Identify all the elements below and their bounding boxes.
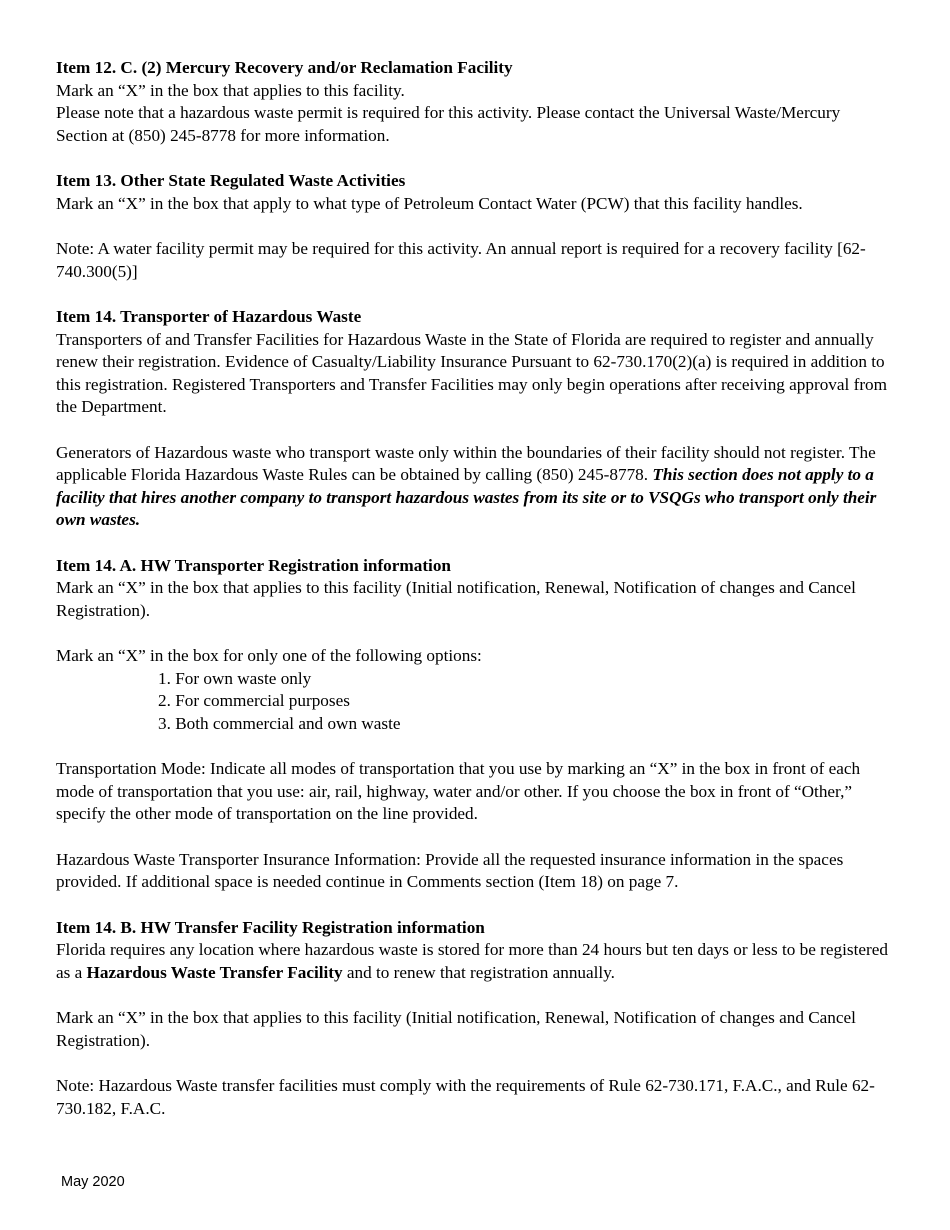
item-13-instruction: Mark an “X” in the box that apply to what type of Petroleum Contact Water (PCW) that this facility handles. <box>56 193 803 213</box>
document-body <box>56 57 891 1120</box>
item-14-paragraph-2-text: Generators of Hazardous waste who transport waste only within the boundaries of their facility should not register. The applicable Florida Hazardous Waste Rules can be obtained by calling (850) 245-8778. <box>56 442 876 484</box>
item-13-heading: Item 13. Other State Regulated Waste Activities <box>56 171 406 190</box>
list-item: 3. Both commercial and own waste <box>158 713 401 733</box>
item-14a-heading: Item 14. A. HW Transporter Registration information <box>56 555 451 575</box>
item-14b-instruction: Mark an “X” in the box that applies to this facility (Initial notification, Renewal, Notification of changes and Cancel Registration). <box>56 1008 856 1050</box>
item-14-heading: Item 14. Transporter of Hazardous Waste <box>56 307 362 326</box>
item-14b-transfer-facility-term: Hazardous Waste Transfer Facility <box>86 962 343 982</box>
item-14a-options-intro: Mark an “X” in the box for only one of the following options: <box>56 646 482 665</box>
item-12c2-instruction: Mark an “X” in the box that applies to this facility. <box>56 80 405 100</box>
item-12c2-note: Please note that a hazardous waste permit is required for this activity. Please contact the Universal Waste/Mercury Section at (850) 245-8778 for more information. <box>56 103 841 145</box>
item-12c2-heading: Item 12. C. (2) Mercury Recovery and/or Reclamation Facility <box>56 58 513 77</box>
item-14-exemption-note: This section does not apply to a facility that hires another company to transport hazardous wastes from its site or to VSQGs who transport only their own wastes. <box>56 465 877 529</box>
item-14-paragraph-1: Transporters of and Transfer Facilities for Hazardous Waste in the State of Florida are required to register and annually renew their registration. Evidence of Casualty/Liability Insurance Pursuant to 62-730.170(2)(a) is required in addition to this registration. Registered Transporters and Transfer Facilities may only begin operations after receiving approval from the Department. <box>56 329 888 416</box>
item-14a-instruction: Mark an “X” in the box that applies to this facility (Initial notification, Renewal, Notification of changes and Cancel Registration). <box>56 578 856 620</box>
item-14-paragraph-2 <box>56 442 891 532</box>
list-item: 2. For commercial purposes <box>158 691 350 710</box>
item-14b-paragraph-1 <box>56 939 891 984</box>
item-13-note: Note: A water facility permit may be required for this activity. An annual report is required for a recovery facility [62-740.300(5)] <box>56 239 866 281</box>
item-14a-transportation-mode: Transportation Mode: Indicate all modes of transportation that you use by marking an “X” in the box in front of each mode of transportation that you use: air, rail, highway, water and/or other. If you choose the box in front of “Other,” specify the other mode of transportation on the line provided. <box>56 759 861 823</box>
item-14a-options-list <box>56 668 891 736</box>
item-14b-paragraph-1-end: and to renew that registration annually. <box>342 962 615 982</box>
item-14b-paragraph-1-start: Florida requires any location where hazardous waste is stored for more than 24 hours but ten days or less to be registered as a <box>56 940 888 982</box>
item-14b-heading: Item 14. B. HW Transfer Facility Registration information <box>56 917 485 937</box>
item-14b-note: Note: Hazardous Waste transfer facilities must comply with the requirements of Rule 62-730.171, F.A.C., and Rule 62-730.182, F.A.C. <box>56 1076 875 1118</box>
list-item: 1. For own waste only <box>158 668 312 688</box>
page-footer-date: May 2020 <box>61 1174 125 1190</box>
item-14a-insurance-info: Hazardous Waste Transporter Insurance Information: Provide all the requested insurance information in the spaces provided. If additional space is needed continue in Comments section (Item 18) on page 7. <box>56 849 844 891</box>
